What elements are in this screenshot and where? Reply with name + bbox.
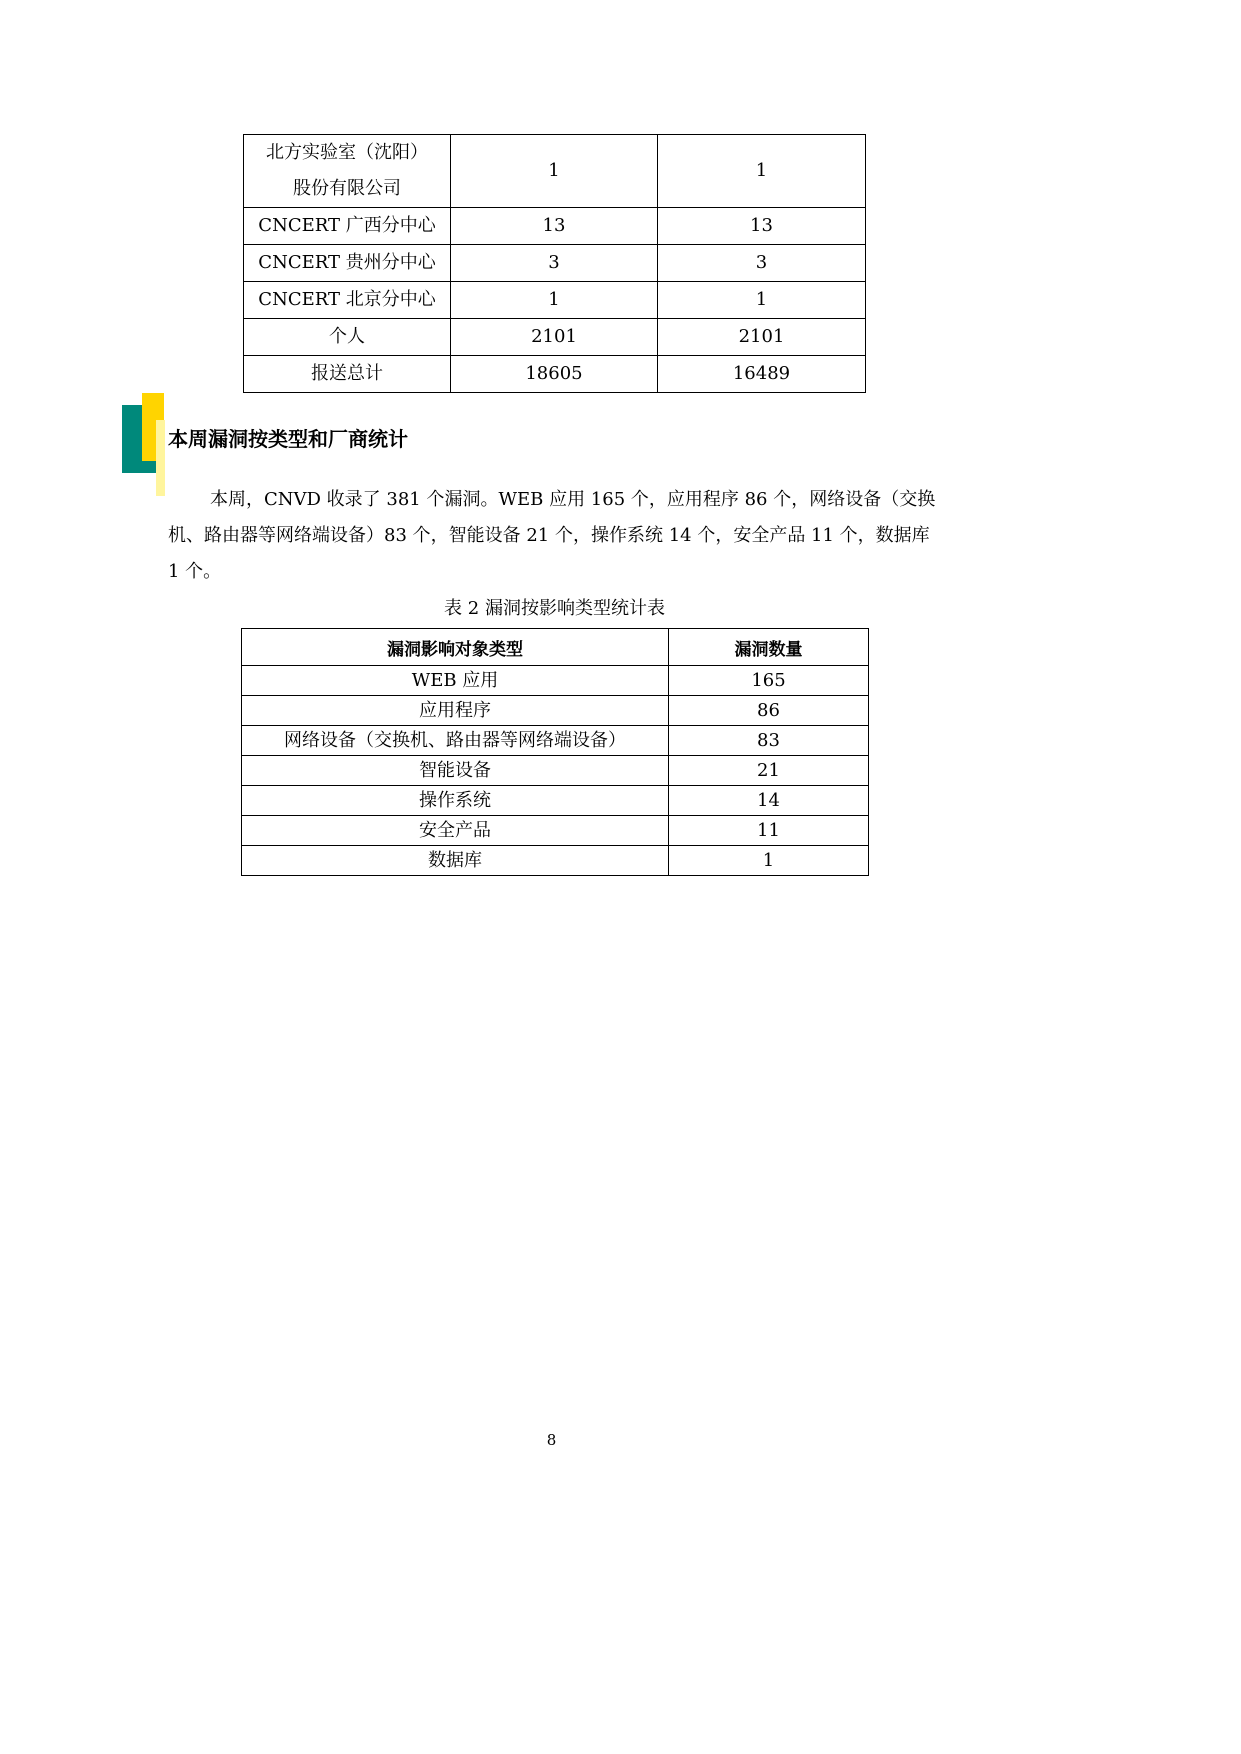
table-row <box>244 319 866 356</box>
section-heading: 本周漏洞按类型和厂商统计 <box>168 427 408 451</box>
page-number: 8 <box>546 1431 557 1449</box>
table-row <box>242 816 869 846</box>
type-cell: 数据库 <box>242 846 669 876</box>
unit-name-cell: CNCERT 贵州分中心 <box>244 245 451 282</box>
table-row <box>244 282 866 319</box>
table-row <box>242 846 869 876</box>
unit-name-cell <box>244 135 451 208</box>
count-cell: 1 <box>658 282 866 319</box>
type-cell: WEB 应用 <box>242 666 669 696</box>
count-cell: 1 <box>451 135 658 208</box>
table-row <box>242 696 869 726</box>
table-row <box>242 756 869 786</box>
unit-name-cell: CNCERT 广西分中心 <box>244 208 451 245</box>
count-cell: 1 <box>658 135 866 208</box>
count-cell: 83 <box>669 726 869 756</box>
count-cell: 1 <box>669 846 869 876</box>
count-cell: 3 <box>658 245 866 282</box>
unit-name-line: 北方实验室（沈阳） <box>266 142 428 163</box>
count-cell: 2101 <box>658 319 866 356</box>
unit-name-cell: 个人 <box>244 319 451 356</box>
column-header-count: 漏洞数量 <box>669 629 869 666</box>
count-cell: 14 <box>669 786 869 816</box>
unit-name-cell: CNCERT 北京分中心 <box>244 282 451 319</box>
summary-paragraph: 本周，CNVD 收录了 381 个漏洞。WEB 应用 165 个，应用程序 86 个，网络设备（交换机、路由器等网络端设备）83 个，智能设备 21 个，操作系统 14 个，安全产品 11 个，数据库 1 个。 <box>168 489 936 582</box>
type-cell: 智能设备 <box>242 756 669 786</box>
count-cell: 2101 <box>451 319 658 356</box>
count-cell: 3 <box>451 245 658 282</box>
count-cell: 13 <box>658 208 866 245</box>
table-header-row <box>242 629 869 666</box>
heading-decoration-pale-yellow <box>156 420 165 496</box>
table-row <box>244 245 866 282</box>
count-cell: 86 <box>669 696 869 726</box>
table-row <box>242 726 869 756</box>
total-count-cell: 16489 <box>658 356 866 393</box>
count-cell: 165 <box>669 666 869 696</box>
type-cell: 网络设备（交换机、路由器等网络端设备） <box>242 726 669 756</box>
type-cell: 安全产品 <box>242 816 669 846</box>
count-cell: 11 <box>669 816 869 846</box>
count-cell: 1 <box>451 282 658 319</box>
total-label-cell: 报送总计 <box>244 356 451 393</box>
table-row <box>244 356 866 393</box>
vulnerability-type-table <box>241 628 869 876</box>
table-row <box>244 135 866 208</box>
count-cell: 21 <box>669 756 869 786</box>
column-header-type: 漏洞影响对象类型 <box>242 629 669 666</box>
table-row <box>242 786 869 816</box>
total-count-cell: 18605 <box>451 356 658 393</box>
type-cell: 应用程序 <box>242 696 669 726</box>
table-caption: 表 2 漏洞按影响类型统计表 <box>444 598 665 619</box>
table-row <box>244 208 866 245</box>
count-cell: 13 <box>451 208 658 245</box>
table-row <box>242 666 869 696</box>
unit-name-line: 股份有限公司 <box>293 178 401 199</box>
type-cell: 操作系统 <box>242 786 669 816</box>
submission-stats-table <box>243 134 866 393</box>
